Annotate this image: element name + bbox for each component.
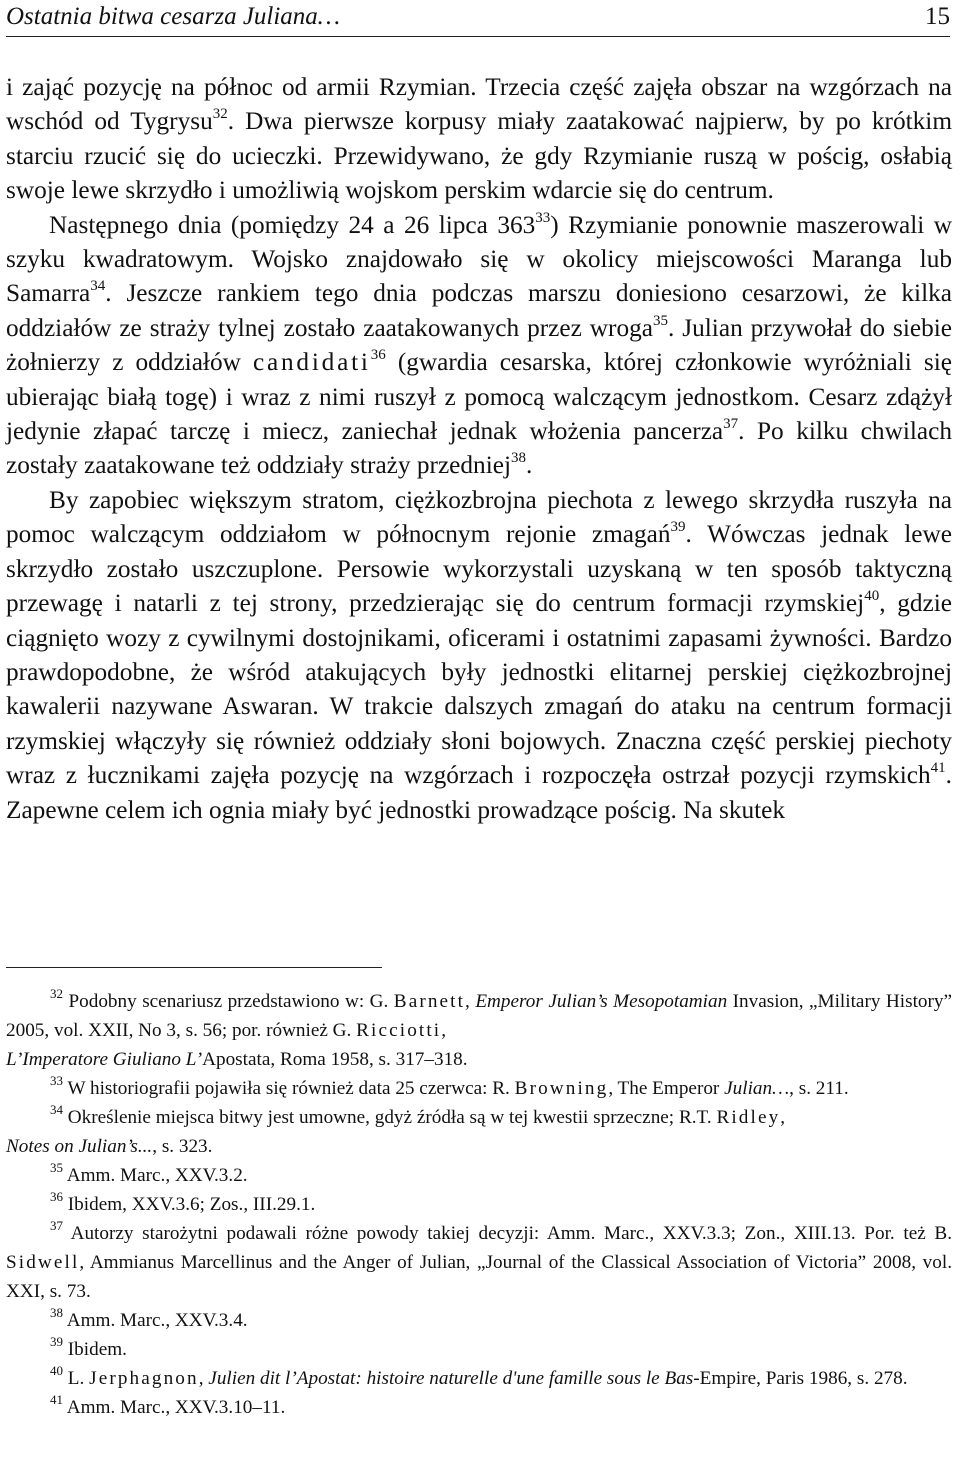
- text-run: Autorzy starożytni podawali różne powody takiej decyzji: Amm. Marc., XXV.3.3; Zon., XIII.13. Por. też B.: [63, 1223, 952, 1244]
- text-run: , The Emperor: [608, 1078, 725, 1099]
- text-run: ,: [441, 1020, 447, 1041]
- text-run: , s. 211.: [789, 1078, 849, 1099]
- footnote-ref-37: 37: [723, 416, 739, 433]
- page-number: 15: [925, 3, 950, 30]
- text-run: Podobny scenariusz przedstawiono w: G.: [63, 991, 394, 1012]
- text-run: , s. 323.: [152, 1136, 213, 1157]
- footnote-40: [6, 1364, 952, 1393]
- footnote-ref-41: 41: [930, 760, 946, 777]
- footnote-number: 41: [50, 1392, 63, 1407]
- footnote-ref-35: 35: [653, 312, 669, 329]
- text-run: ,: [465, 991, 476, 1012]
- author-name: Sidwell: [6, 1252, 80, 1273]
- text-run: . Dwa pierwsze korpusy miały zaatakować najpierw, by po krótkim starciu rzucić się do ucieczki. Przewidywano, że gdy Rzymianie ruszą w pościg, osłabią swoje lewe skrzydło i umożliwią wojskom perskim wdarcie się do centrum.: [6, 107, 952, 205]
- footnote-number: 35: [50, 1160, 63, 1175]
- text-run: W historiografii pojawiła się również data 25 czerwca: R.: [63, 1078, 515, 1099]
- footnotes: [6, 987, 952, 1422]
- footnote-ref-32: 32: [212, 106, 228, 123]
- author-name: Ricciotti: [356, 1020, 442, 1041]
- footnote-ref-33: 33: [535, 209, 551, 226]
- running-header: [6, 0, 950, 37]
- footnote-number: 38: [50, 1305, 63, 1320]
- text-run: Invasion, „Military History” 2005, vol. XXII, No 3, s. 56; por. również G.: [6, 991, 952, 1041]
- main-text: [6, 70, 952, 827]
- footnote-separator: [6, 967, 382, 968]
- paragraph-1: [6, 70, 952, 208]
- author-name: Jerphagnon: [89, 1368, 199, 1389]
- footnote-ref-39: 39: [670, 519, 686, 536]
- footnote-number: 34: [50, 1102, 63, 1117]
- author-name: Ridley: [716, 1107, 781, 1128]
- text-run: Amm. Marc., XXV.3.2.: [63, 1165, 248, 1186]
- text-run: . Jeszcze rankiem tego dnia podczas marszu doniesiono cesarzowi, że kilka oddziałów ze straży tylnej zostało zaatakowanych przez wroga: [6, 279, 952, 342]
- footnote-32: [6, 987, 952, 1074]
- footnote-ref-34: 34: [90, 278, 106, 295]
- text-run: ,: [198, 1368, 209, 1389]
- text-run: ,: [780, 1107, 786, 1128]
- text-run: Ibidem, XXV.3.6; Zos., III.29.1.: [63, 1194, 316, 1215]
- text-run: i zająć pozycję na północ od armii Rzymian. Trzecia część zajęła obszar na wzgórzach na wschód od Tygrysu: [6, 73, 952, 136]
- footnote-number: 36: [50, 1189, 63, 1204]
- text-run: Apostata, Roma 1958, s. 317–318.: [202, 1049, 468, 1070]
- footnote-35: [6, 1161, 952, 1190]
- footnote-ref-36: 36: [370, 347, 386, 364]
- work-title: Emperor Julian’s Mesopotamian: [475, 991, 728, 1012]
- footnote-38: [6, 1306, 952, 1335]
- text-run: Amm. Marc., XXV.3.10–11.: [63, 1397, 286, 1418]
- footnote-ref-38: 38: [511, 450, 526, 467]
- footnote-number: 40: [50, 1363, 63, 1378]
- work-title: Julian…: [724, 1078, 790, 1099]
- work-title: Julien dit l’Apostat: histoire naturelle d'une famille sous le Bas-: [208, 1368, 700, 1389]
- footnote-number: 39: [50, 1334, 63, 1349]
- footnote-number: 32: [50, 986, 63, 1001]
- text-run: (gwardia cesarska, której członkowie wyróżniali się ubierając białą togę) i wraz z nimi ruszył z pomocą walczącym jednostkom. Cesarz zdążył jedynie złapać tarczę i miecz, zaniechał jednak włożenia pancerza: [6, 348, 953, 446]
- text-run: Amm. Marc., XXV.3.4.: [63, 1310, 248, 1331]
- text-run: Ibidem.: [63, 1339, 127, 1360]
- footnote-41: [6, 1393, 952, 1422]
- latin-term: candidati: [252, 348, 371, 377]
- text-run: ) Rzymianie ponownie maszerowali w szyku kwadratowym. Wojsko znajdowało się w okolicy miejscowości Maranga lub Samarra: [6, 210, 952, 308]
- footnote-number: 37: [50, 1218, 63, 1233]
- running-title: Ostatnia bitwa cesarza Juliana…: [6, 3, 341, 30]
- text-run: Następnego dnia (pomiędzy 24 a 26 lipca 363: [49, 210, 536, 239]
- footnote-37: [6, 1219, 952, 1306]
- work-title: Notes on Julian’s...: [6, 1136, 153, 1157]
- text-run: . Zapewne celem ich ognia miały być jednostki prowadzące pościg. Na skutek: [6, 761, 952, 824]
- text-run: . Wówczas jednak lewe skrzydło zostało uszczuplone. Persowie wykorzystali uzyskaną w ten sposób taktyczną przewagę i natarli z tej strony, przedzierając się do centrum formacji rzymskiej: [6, 520, 952, 618]
- text-run: . Julian przywołał do siebie żołnierzy z oddziałów: [6, 313, 953, 377]
- author-name: Barnett: [393, 991, 466, 1012]
- work-title: L’Imperatore Giuliano L’: [6, 1049, 203, 1070]
- footnote-36: [6, 1190, 952, 1219]
- footnote-33: [6, 1074, 952, 1103]
- text-run: By zapobiec większym stratom, ciężkozbrojna piechota z lewego skrzydła ruszyła na pomoc walczącym oddziałom w północnym rejonie zmagań: [6, 485, 952, 549]
- text-run: . Po kilku chwilach zostały zaatakowane też oddziały straży przedniej: [6, 417, 952, 480]
- footnote-34: [6, 1103, 952, 1161]
- footnote-number: 33: [50, 1073, 63, 1088]
- text-run: Określenie miejsca bitwy jest umowne, gdyż źródła są w tej kwestii sprzeczne; R.T.: [63, 1107, 717, 1128]
- author-name: Browning: [514, 1078, 609, 1099]
- footnote-39: [6, 1335, 952, 1364]
- paragraph-3: [6, 483, 952, 827]
- text-run: Empire, Paris 1986, s. 278.: [699, 1368, 908, 1389]
- text-run: , gdzie ciągnięto wozy z cywilnymi dostojnikami, oficerami i ostatnimi zapasami żywności. Bardzo prawdopodobne, że wśród atakujących były jednostki elitarnej perskiej ciężkozbrojnej kawalerii nazywane Aswaran. W trakcie dalszych zmagań do ataku na centrum formacji rzymskiej włączyły się również oddziały słoni bojowych. Znaczna część perskiej piechoty wraz z łucznikami zajęła pozycję na wzgórzach i rozpoczęła ostrzał pozycji rzymskich: [6, 589, 952, 790]
- text-run: , Ammianus Marcellinus and the Anger of Julian, „Journal of the Classical Association of Victoria” 2008, vol. XXI, s. 73.: [6, 1252, 952, 1302]
- paragraph-2: [6, 208, 952, 483]
- footnote-ref-40: 40: [864, 588, 880, 605]
- text-run: .: [526, 451, 533, 480]
- text-run: L.: [63, 1368, 90, 1389]
